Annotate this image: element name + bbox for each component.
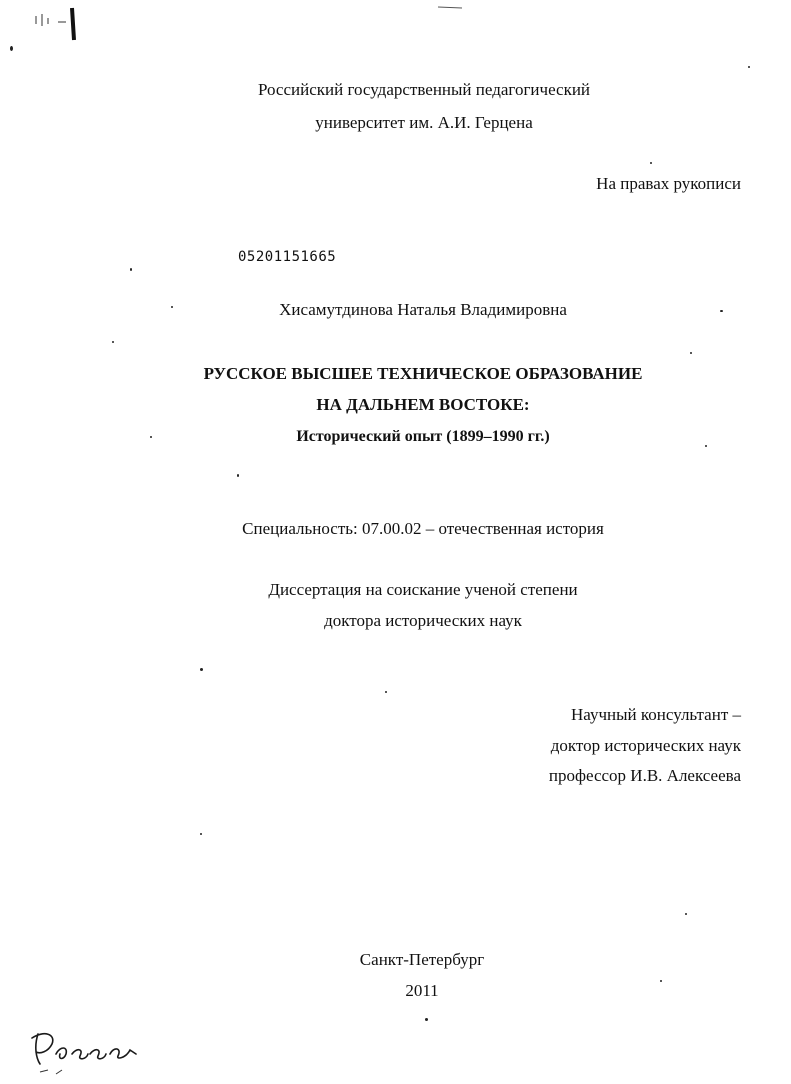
scan-speck (705, 445, 707, 447)
consultant-line3: профессор И.В. Алексеева (548, 766, 741, 785)
scan-speck (685, 913, 687, 915)
manuscript-note: На правах рукописи (596, 174, 741, 193)
institution-name-line2: университет им. А.И. Герцена (315, 113, 533, 132)
scan-speck (690, 352, 692, 354)
scan-speck (660, 980, 662, 982)
scan-speck (200, 668, 203, 671)
consultant-line2: доктор исторических наук (550, 736, 741, 755)
institution-name-line1: Российский государственный педагогический (257, 80, 591, 99)
specialty: Специальность: 07.00.02 – отечественная история (242, 519, 604, 538)
year: 2011 (405, 981, 439, 1000)
degree-line1: Диссертация на соискание ученой степени (268, 580, 578, 599)
scan-speck (150, 436, 152, 438)
scan-speck (112, 341, 114, 343)
degree-line2: доктора исторических наук (324, 611, 522, 630)
scan-artifact-top-left-mark (28, 4, 84, 44)
city: Санкт-Петербург (359, 950, 485, 969)
dissertation-title-line2: НА ДАЛЬНЕМ ВОСТОКЕ: (316, 395, 530, 414)
author-name: Хисамутдинова Наталья Владимировна (279, 300, 567, 319)
handwritten-signature (26, 1024, 156, 1080)
consultant-line1: Научный консультант – (571, 705, 741, 724)
scan-speck (385, 691, 387, 693)
registry-number: 05201151665 (238, 249, 337, 265)
scan-speck (200, 833, 202, 835)
scan-speck (748, 66, 750, 68)
scan-speck (130, 268, 132, 271)
scan-speck (720, 310, 723, 312)
dissertation-subtitle: Исторический опыт (1899–1990 гг.) (296, 428, 550, 445)
scan-speck (237, 474, 239, 477)
scan-speck (10, 46, 13, 51)
scan-speck (425, 1018, 428, 1021)
scan-artifact-top-tick (436, 2, 466, 12)
scan-speck (171, 306, 173, 308)
scan-speck (650, 162, 652, 164)
dissertation-title-line1: РУССКОЕ ВЫСШЕЕ ТЕХНИЧЕСКОЕ ОБРАЗОВАНИЕ (203, 364, 643, 383)
